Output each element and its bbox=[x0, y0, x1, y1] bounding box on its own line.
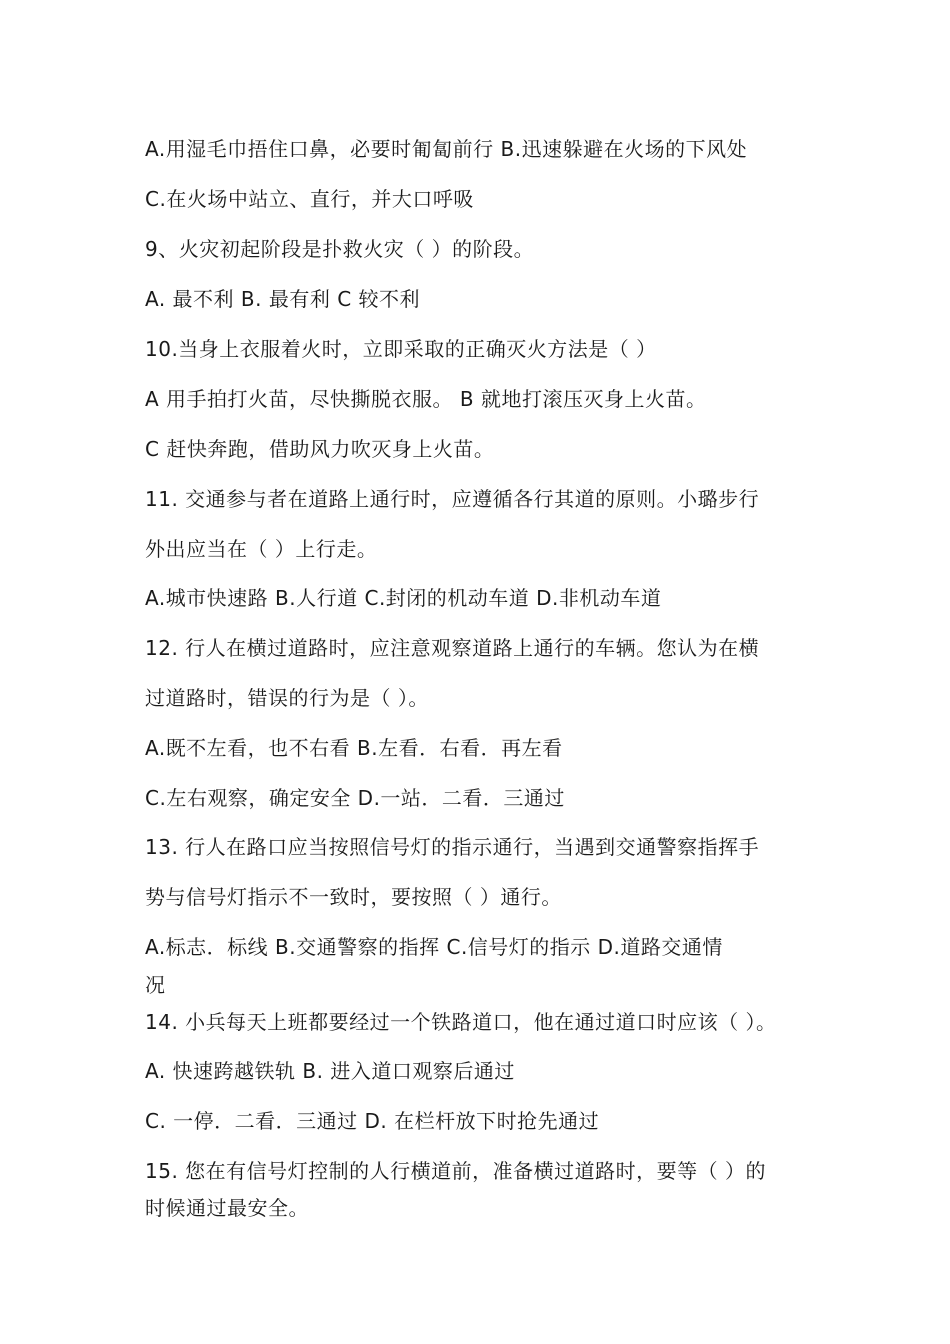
question-13-line-1: 13. 行人在路口应当按照信号灯的指示通行，当遇到交通警察指挥手 bbox=[145, 835, 760, 859]
question-11-line-2: 外出应当在（ ）上行走。 bbox=[145, 537, 378, 561]
option-line-q12-ab: A.既不左看，也不右看 B.左看．右看．再左看 bbox=[145, 736, 563, 760]
question-11-line-1: 11. 交通参与者在道路上通行时，应遵循各行其道的原则。小璐步行 bbox=[145, 487, 760, 511]
option-line-q9: A. 最不利 B. 最有利 C 较不利 bbox=[145, 287, 421, 311]
option-line-q14-ab: A. 快速跨越铁轨 B. 进入道口观察后通过 bbox=[145, 1059, 515, 1083]
option-line-q8-c: C.在火场中站立、直行，并大口呼吸 bbox=[145, 187, 474, 211]
question-10: 10.当身上衣服着火时，立即采取的正确灭火方法是（ ） bbox=[145, 337, 657, 361]
question-9: 9、火灾初起阶段是扑救火灾（ ）的阶段。 bbox=[145, 237, 535, 261]
option-line-q8-ab: A.用湿毛巾捂住口鼻，必要时匍匐前行 B.迅速躲避在火场的下风处 bbox=[145, 137, 748, 161]
question-15-line-1: 15. 您在有信号灯控制的人行横道前，准备横过道路时，要等（ ）的 bbox=[145, 1159, 767, 1183]
option-line-q11: A.城市快速路 B.人行道 C.封闭的机动车道 D.非机动车道 bbox=[145, 586, 662, 610]
option-line-q13: A.标志．标线 B.交通警察的指挥 C.信号灯的指示 D.道路交通情 bbox=[145, 935, 723, 959]
question-12-line-1: 12. 行人在横过道路时，应注意观察道路上通行的车辆。您认为在横 bbox=[145, 636, 760, 660]
option-line-q10-c: C 赶快奔跑，借助风力吹灭身上火苗。 bbox=[145, 437, 495, 461]
question-15-line-2: 时候通过最安全。 bbox=[145, 1196, 309, 1220]
option-line-q10-ab: A 用手拍打火苗，尽快撕脱衣服。 B 就地打滚压灭身上火苗。 bbox=[145, 387, 707, 411]
option-line-q14-cd: C. 一停．二看．三通过 D. 在栏杆放下时抢先通过 bbox=[145, 1109, 600, 1133]
question-14: 14. 小兵每天上班都要经过一个铁路道口，他在通过道口时应该（ ）。 bbox=[145, 1010, 777, 1034]
question-13-line-2: 势与信号灯指示不一致时，要按照（ ）通行。 bbox=[145, 885, 562, 909]
option-line-q13-wrap: 况 bbox=[145, 973, 166, 997]
question-12-line-2: 过道路时，错误的行为是（ ）。 bbox=[145, 686, 429, 710]
option-line-q12-cd: C.左右观察，确定安全 D.一站．二看．三通过 bbox=[145, 786, 565, 810]
